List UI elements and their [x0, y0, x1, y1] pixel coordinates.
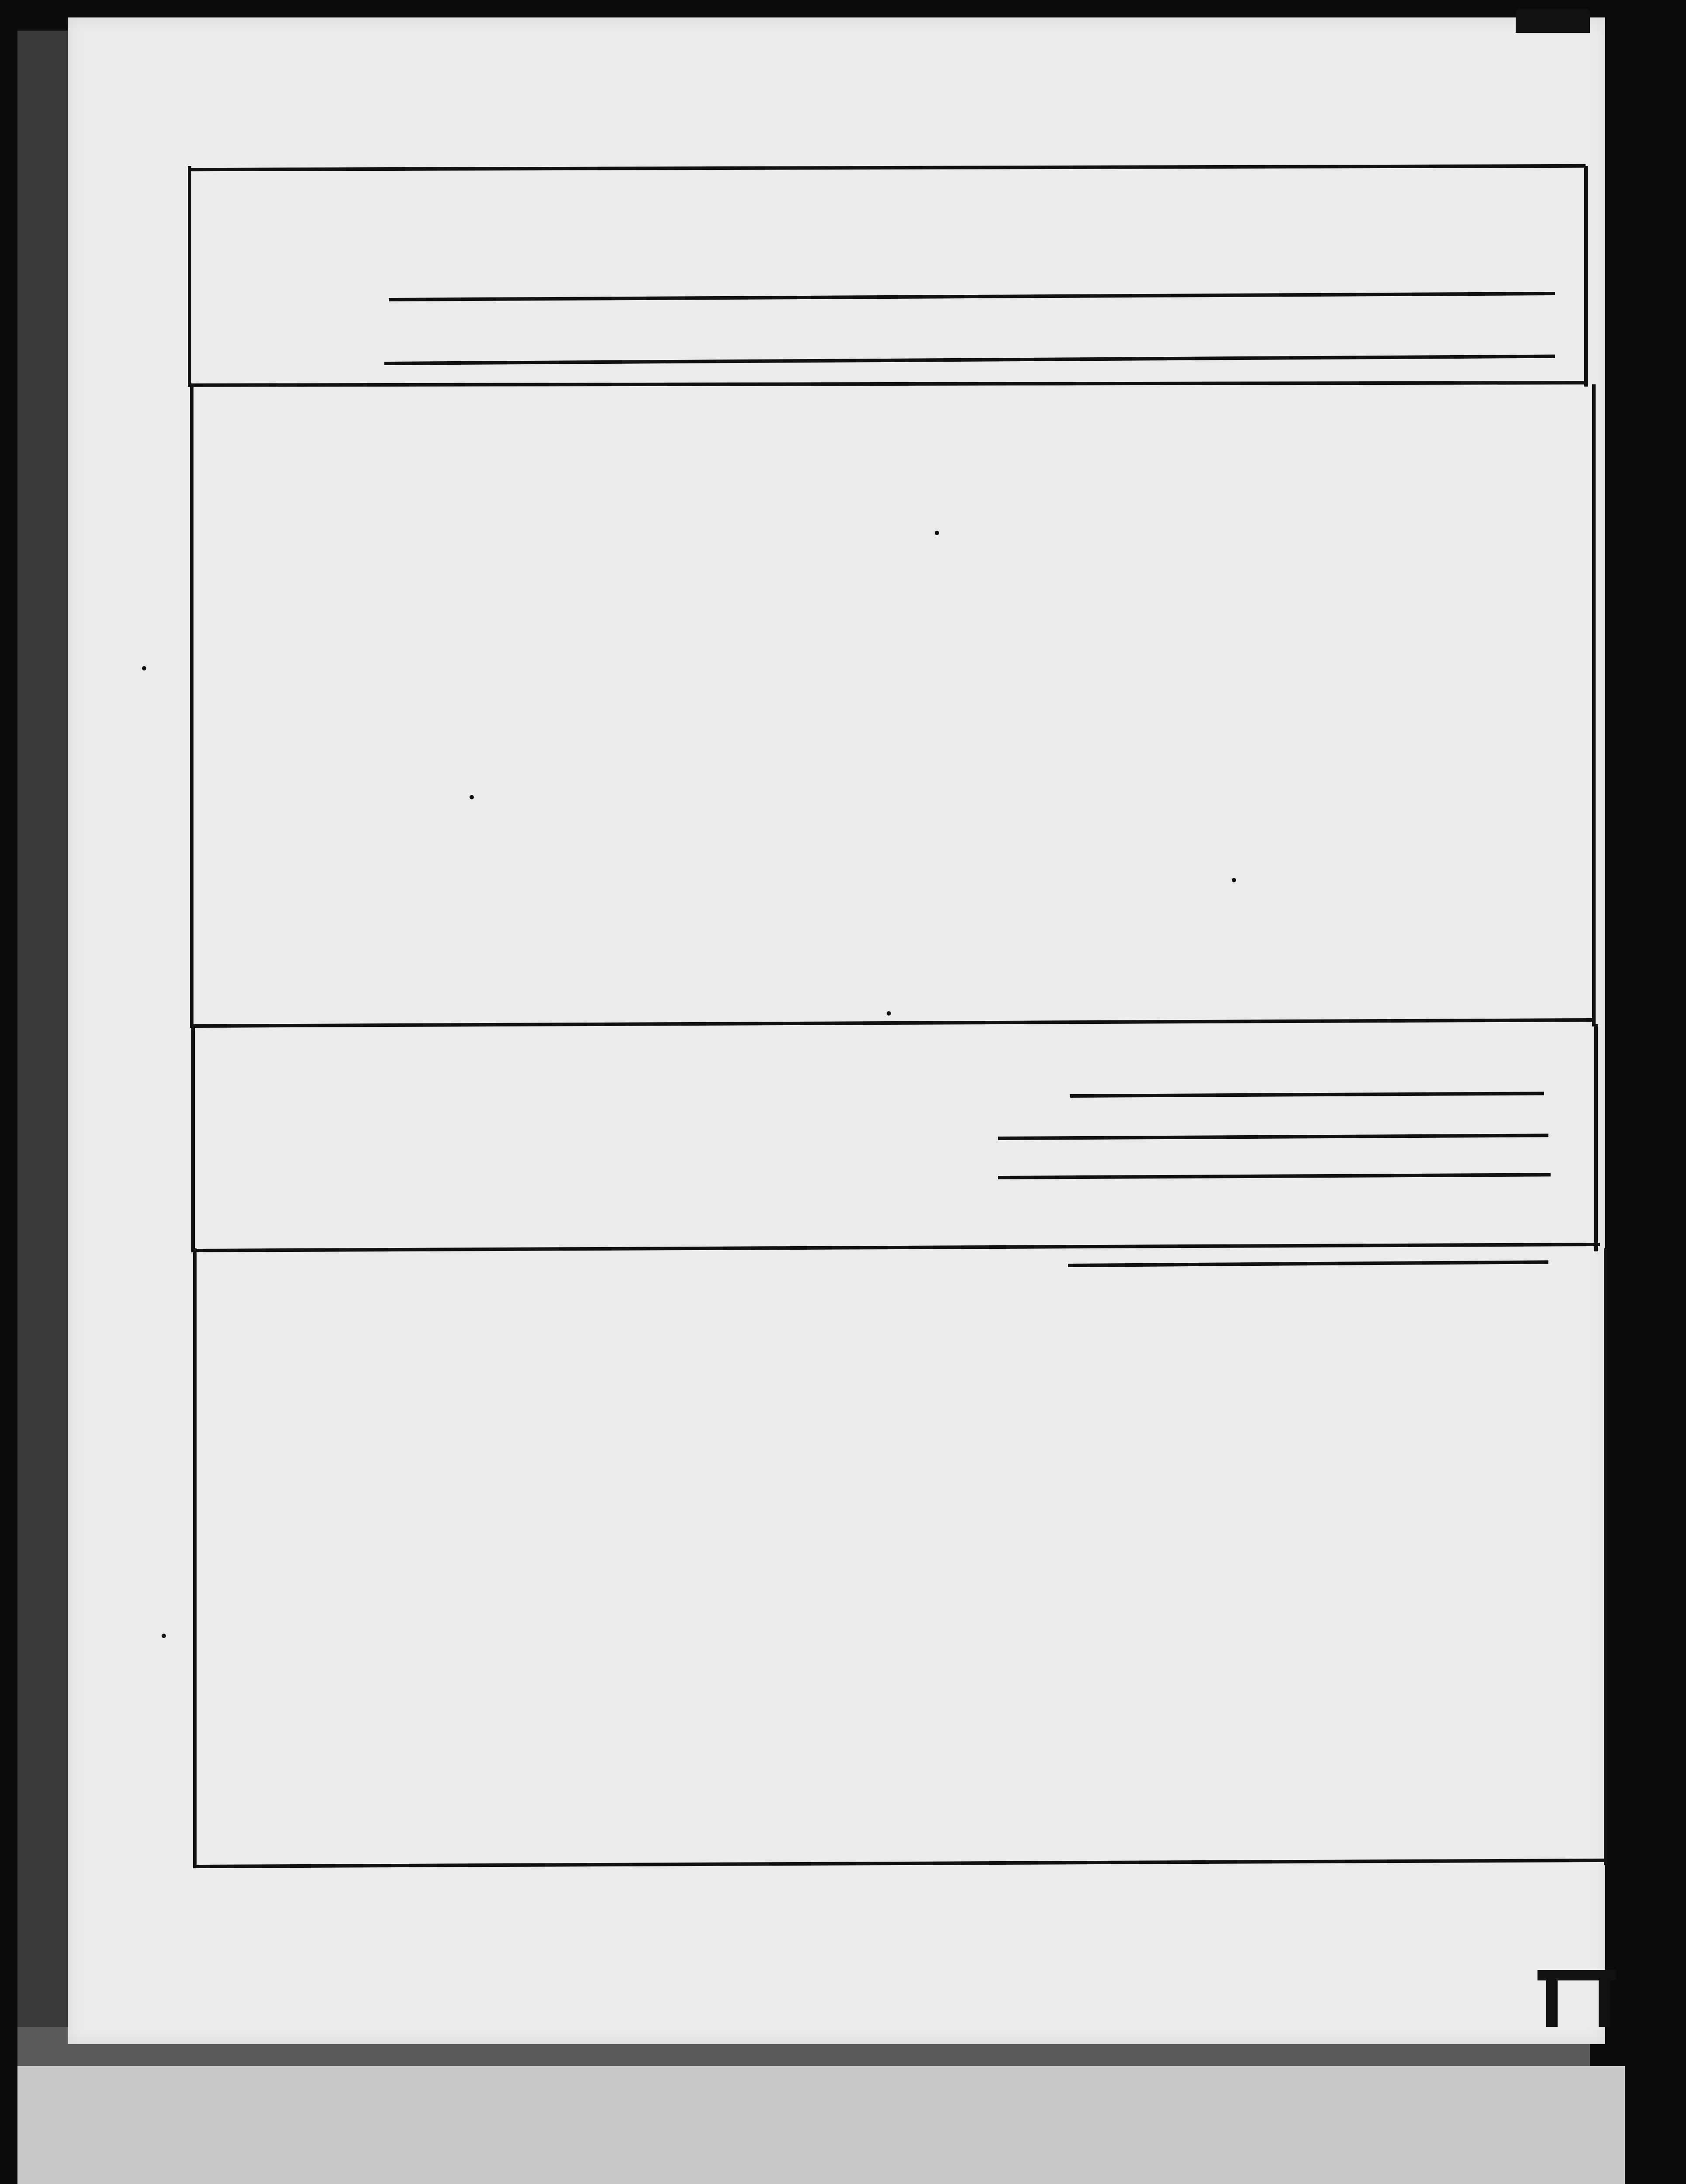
underlying-sheet	[17, 2066, 1625, 2184]
q19-box	[193, 1248, 1607, 1865]
q17-box	[190, 384, 1596, 1026]
speck	[470, 795, 474, 799]
speck	[1232, 878, 1236, 882]
speck	[142, 666, 146, 670]
speck	[935, 531, 939, 535]
ink-blot	[1516, 9, 1590, 33]
speck	[162, 1634, 166, 1638]
q16-box	[188, 166, 1588, 387]
corner-registration-mark	[1537, 1970, 1616, 2027]
film-edge	[17, 31, 70, 2031]
speck	[887, 1011, 891, 1016]
